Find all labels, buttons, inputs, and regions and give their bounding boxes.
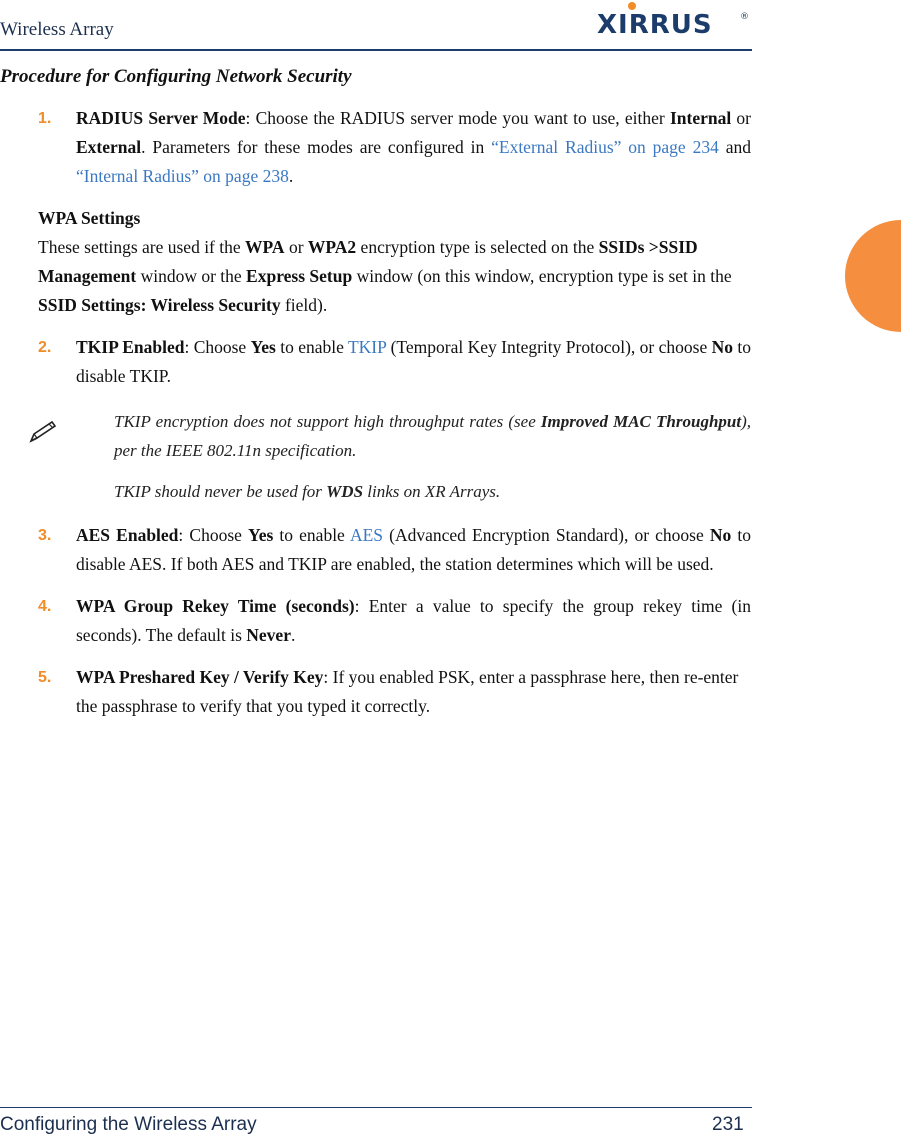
wpa-settings-text: These settings are used if the WPA or WPA2 encryption type is selected on the SSIDs >SSID Management window or the Express Setup window (on this window, encryption type is set in the SSID Settings: Wireless Security field). xyxy=(38,237,732,315)
item-label: AES Enabled xyxy=(76,525,179,545)
item-text: AES Enabled: Choose Yes to enable AES (Advanced Encryption Standard), or choose No to disable AES. If both AES and TKIP are enabled, the station determines which will be used. xyxy=(76,525,751,574)
pencil-note-icon xyxy=(28,419,58,445)
logo-wordmark: XIRRUS xyxy=(597,10,713,40)
list-item xyxy=(38,333,751,391)
item-number: 2. xyxy=(38,339,52,356)
item-text: TKIP Enabled: Choose Yes to enable TKIP (Temporal Key Integrity Protocol), or choose No to disable TKIP. xyxy=(76,337,751,386)
aes-link[interactable]: AES xyxy=(349,525,384,545)
note-text: TKIP encryption does not support high throughput rates (see Improved MAC Throughput), per the IEEE 802.11n specification. TKIP should never be used for WDS links on XR Arrays. xyxy=(114,412,751,501)
main-content xyxy=(38,104,751,734)
item-label: WPA Group Rekey Time (seconds) xyxy=(76,596,355,616)
internal-radius-link[interactable]: “Internal Radius” on page 238 xyxy=(76,166,289,186)
logo-dot-icon xyxy=(628,2,636,10)
section-title: Procedure for Configuring Network Security xyxy=(0,66,352,87)
item-label: WPA Preshared Key / Verify Key xyxy=(76,667,324,687)
note-callout xyxy=(38,407,751,506)
list-item xyxy=(38,521,751,579)
item-number: 5. xyxy=(38,669,52,686)
item-number: 4. xyxy=(38,598,52,615)
logo-registered-mark: ® xyxy=(740,12,749,22)
tkip-link[interactable]: TKIP xyxy=(347,337,387,357)
chapter-tab-marker xyxy=(845,220,901,332)
footer-rule xyxy=(0,1107,752,1108)
external-radius-link[interactable]: “External Radius” on page 234 xyxy=(491,137,719,157)
list-item xyxy=(38,663,751,721)
improved-mac-throughput-ref: Improved MAC Throughput xyxy=(540,412,742,431)
list-item xyxy=(38,104,751,191)
list-item xyxy=(38,592,751,650)
item-number: 1. xyxy=(38,110,52,127)
footer-chapter-title: Configuring the Wireless Array xyxy=(0,1114,257,1135)
item-number: 3. xyxy=(38,527,52,544)
item-text: RADIUS Server Mode: Choose the RADIUS server mode you want to use, either Internal or External. Parameters for these modes are configured in “External Radius” on page 234 and “Internal Radius” on page 238. xyxy=(76,108,752,186)
item-label: TKIP Enabled xyxy=(76,337,185,357)
page-number: 231 xyxy=(712,1114,744,1135)
wpa-settings-heading: WPA Settings xyxy=(38,208,141,228)
item-text: WPA Preshared Key / Verify Key: If you enabled PSK, enter a passphrase here, then re-enter the passphrase to verify that you typed it correctly. xyxy=(76,667,739,716)
item-text: WPA Group Rekey Time (seconds): Enter a value to specify the group rekey time (in seconds). The default is Never. xyxy=(76,596,751,645)
item-label: RADIUS Server Mode xyxy=(76,108,246,128)
header-rule xyxy=(0,49,752,51)
xirrus-logo xyxy=(597,2,747,40)
running-header-title: Wireless Array xyxy=(0,19,114,40)
